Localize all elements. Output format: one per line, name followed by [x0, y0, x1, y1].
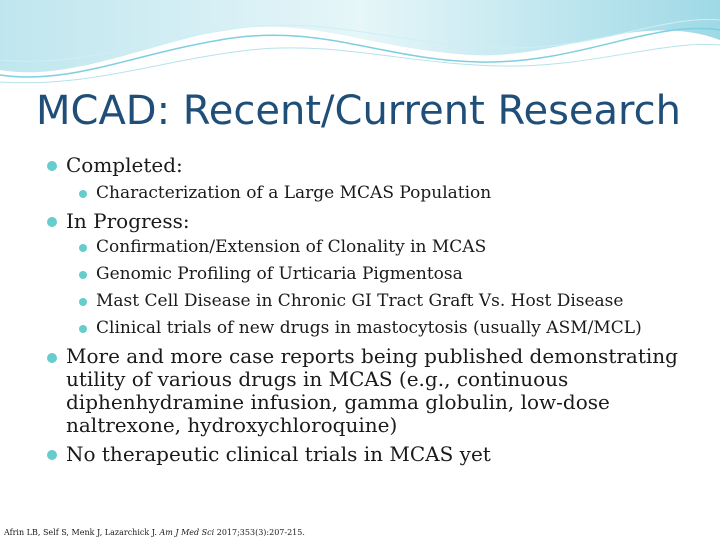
sub-bullet-in-progress-1	[96, 237, 486, 257]
citation-journal: Am J Med Sci	[159, 528, 215, 537]
bullet-dot-icon	[47, 353, 57, 363]
header-wave-decoration	[0, 0, 720, 90]
bullet-dot-icon	[79, 190, 87, 198]
sub-bullet-text: Characterization of a Large MCAS Population	[96, 183, 492, 203]
sub-bullet-text: Mast Cell Disease in Chronic GI Tract Graft Vs. Host Disease	[96, 291, 624, 311]
slide-title: MCAD: Recent/Current Research	[36, 88, 681, 134]
sub-bullet-text: Clinical trials of new drugs in mastocytosis (usually ASM/MCL)	[96, 318, 642, 338]
bullet-dot-icon	[79, 298, 87, 306]
citation-details: 2017;353(3):207-215.	[214, 528, 305, 537]
bullet-dot-icon	[47, 217, 57, 227]
bullet-in-progress-text: In Progress:	[66, 209, 190, 233]
sub-bullet-in-progress-3	[96, 291, 623, 311]
citation-authors: Afrin LB, Self S, Menk J, Lazarchick J.	[4, 528, 160, 537]
bullet-dot-icon	[79, 325, 87, 333]
bullet-dot-icon	[47, 161, 57, 171]
citation	[4, 528, 305, 537]
bullet-no-trials-text: No therapeutic clinical trials in MCAS yet	[66, 442, 491, 466]
sub-bullet-text: Confirmation/Extension of Clonality in MCAS	[96, 237, 487, 257]
sub-bullet-completed-1	[96, 183, 491, 203]
bullet-completed-text: Completed:	[66, 153, 183, 177]
bullet-in-progress	[66, 209, 190, 233]
bullet-completed	[66, 153, 183, 177]
bullet-dot-icon	[79, 244, 87, 252]
bullet-more-reports-text: More and more case reports being published demonstrating utility of various drugs in MCAS (e.g., continuous diphenhydramine infusion, gamma globulin, low-dose naltrexone, hydroxychloroquine)	[66, 344, 678, 437]
sub-bullet-in-progress-4	[96, 318, 642, 338]
bullet-no-trials	[66, 442, 491, 466]
sub-bullet-text: Genomic Profiling of Urticaria Pigmentosa	[96, 264, 463, 284]
bullet-dot-icon	[47, 450, 57, 460]
sub-bullet-in-progress-2	[96, 264, 463, 284]
bullet-more-reports	[66, 345, 706, 437]
bullet-dot-icon	[79, 271, 87, 279]
